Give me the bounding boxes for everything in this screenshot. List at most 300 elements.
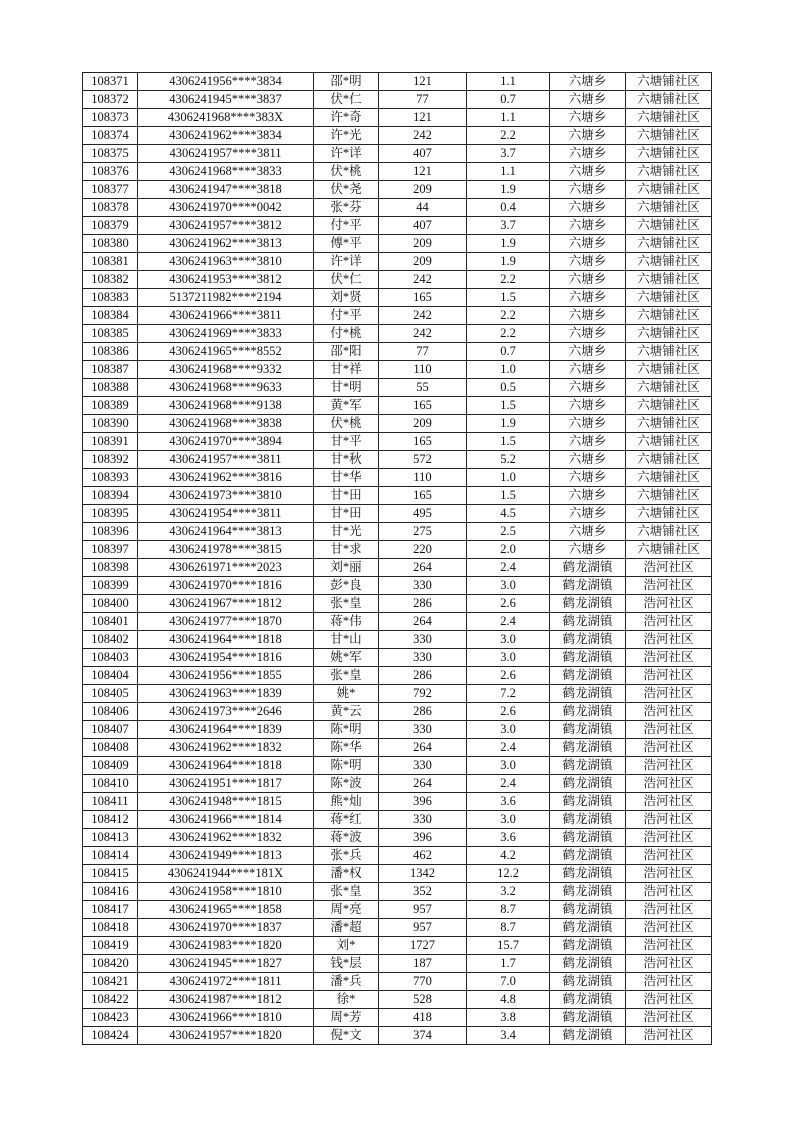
id-number-cell: 4306241965****1858 xyxy=(138,901,314,919)
area-cell: 2.6 xyxy=(467,667,550,685)
id-number-cell: 4306241987****1812 xyxy=(138,991,314,1009)
id-number-cell: 4306241968****383X xyxy=(138,109,314,127)
name-cell: 伏*桃 xyxy=(314,415,379,433)
community-cell: 六塘铺社区 xyxy=(626,289,712,307)
serial-number-cell: 108383 xyxy=(83,289,138,307)
township-cell: 鹤龙湖镇 xyxy=(550,1009,626,1027)
table-row xyxy=(83,865,712,883)
area-cell: 4.5 xyxy=(467,505,550,523)
community-cell: 浩河社区 xyxy=(626,1009,712,1027)
township-cell: 六塘乡 xyxy=(550,253,626,271)
id-number-cell: 4306241954****3811 xyxy=(138,505,314,523)
table-row xyxy=(83,829,712,847)
community-cell: 六塘铺社区 xyxy=(626,271,712,289)
area-cell: 2.4 xyxy=(467,775,550,793)
name-cell: 黄*云 xyxy=(314,703,379,721)
table-row xyxy=(83,1027,712,1045)
amount-cell: 242 xyxy=(379,127,467,145)
name-cell: 张*皇 xyxy=(314,595,379,613)
area-cell: 3.4 xyxy=(467,1027,550,1045)
table-row xyxy=(83,181,712,199)
serial-number-cell: 108388 xyxy=(83,379,138,397)
township-cell: 鹤龙湖镇 xyxy=(550,991,626,1009)
area-cell: 7.2 xyxy=(467,685,550,703)
id-number-cell: 4306241983****1820 xyxy=(138,937,314,955)
name-cell: 姚* xyxy=(314,685,379,703)
name-cell: 甘*平 xyxy=(314,433,379,451)
serial-number-cell: 108398 xyxy=(83,559,138,577)
community-cell: 浩河社区 xyxy=(626,937,712,955)
township-cell: 六塘乡 xyxy=(550,199,626,217)
township-cell: 六塘乡 xyxy=(550,91,626,109)
amount-cell: 286 xyxy=(379,595,467,613)
serial-number-cell: 108382 xyxy=(83,271,138,289)
id-number-cell: 4306241970****1816 xyxy=(138,577,314,595)
table-row xyxy=(83,883,712,901)
serial-number-cell: 108397 xyxy=(83,541,138,559)
id-number-cell: 4306241956****1855 xyxy=(138,667,314,685)
amount-cell: 1727 xyxy=(379,937,467,955)
id-number-cell: 4306241962****1832 xyxy=(138,739,314,757)
township-cell: 鹤龙湖镇 xyxy=(550,919,626,937)
amount-cell: 77 xyxy=(379,91,467,109)
area-cell: 3.0 xyxy=(467,757,550,775)
name-cell: 许*光 xyxy=(314,127,379,145)
area-cell: 3.8 xyxy=(467,1009,550,1027)
township-cell: 鹤龙湖镇 xyxy=(550,721,626,739)
amount-cell: 242 xyxy=(379,307,467,325)
serial-number-cell: 108396 xyxy=(83,523,138,541)
table-row xyxy=(83,307,712,325)
community-cell: 六塘铺社区 xyxy=(626,253,712,271)
id-number-cell: 4306241970****1837 xyxy=(138,919,314,937)
id-number-cell: 4306241964****1818 xyxy=(138,631,314,649)
area-cell: 5.2 xyxy=(467,451,550,469)
serial-number-cell: 108394 xyxy=(83,487,138,505)
name-cell: 伏*尧 xyxy=(314,181,379,199)
table-row xyxy=(83,847,712,865)
township-cell: 六塘乡 xyxy=(550,379,626,397)
serial-number-cell: 108402 xyxy=(83,631,138,649)
serial-number-cell: 108412 xyxy=(83,811,138,829)
serial-number-cell: 108384 xyxy=(83,307,138,325)
area-cell: 0.7 xyxy=(467,343,550,361)
name-cell: 甘*明 xyxy=(314,379,379,397)
name-cell: 潘*兵 xyxy=(314,973,379,991)
amount-cell: 418 xyxy=(379,1009,467,1027)
table-row xyxy=(83,793,712,811)
id-number-cell: 4306241968****3838 xyxy=(138,415,314,433)
township-cell: 鹤龙湖镇 xyxy=(550,793,626,811)
community-cell: 六塘铺社区 xyxy=(626,487,712,505)
serial-number-cell: 108401 xyxy=(83,613,138,631)
table-row xyxy=(83,145,712,163)
table-row xyxy=(83,667,712,685)
township-cell: 鹤龙湖镇 xyxy=(550,937,626,955)
table-row xyxy=(83,91,712,109)
table-row xyxy=(83,595,712,613)
table-row xyxy=(83,505,712,523)
name-cell: 许*奇 xyxy=(314,109,379,127)
community-cell: 浩河社区 xyxy=(626,703,712,721)
id-number-cell: 4306241957****3812 xyxy=(138,217,314,235)
township-cell: 鹤龙湖镇 xyxy=(550,775,626,793)
township-cell: 六塘乡 xyxy=(550,163,626,181)
community-cell: 六塘铺社区 xyxy=(626,325,712,343)
table-row xyxy=(83,217,712,235)
table-row xyxy=(83,253,712,271)
community-cell: 六塘铺社区 xyxy=(626,451,712,469)
community-cell: 六塘铺社区 xyxy=(626,523,712,541)
id-number-cell: 4306241951****1817 xyxy=(138,775,314,793)
community-cell: 浩河社区 xyxy=(626,847,712,865)
table-row xyxy=(83,199,712,217)
community-cell: 六塘铺社区 xyxy=(626,109,712,127)
id-number-cell: 4306241949****1813 xyxy=(138,847,314,865)
serial-number-cell: 108387 xyxy=(83,361,138,379)
area-cell: 4.8 xyxy=(467,991,550,1009)
area-cell: 2.4 xyxy=(467,739,550,757)
township-cell: 鹤龙湖镇 xyxy=(550,703,626,721)
name-cell: 蒋*波 xyxy=(314,829,379,847)
township-cell: 六塘乡 xyxy=(550,397,626,415)
name-cell: 潘*权 xyxy=(314,865,379,883)
id-number-cell: 4306241962****3816 xyxy=(138,469,314,487)
community-cell: 浩河社区 xyxy=(626,955,712,973)
id-number-cell: 4306241964****3813 xyxy=(138,523,314,541)
name-cell: 许*详 xyxy=(314,145,379,163)
table-row xyxy=(83,901,712,919)
amount-cell: 77 xyxy=(379,343,467,361)
name-cell: 黄*军 xyxy=(314,397,379,415)
township-cell: 六塘乡 xyxy=(550,217,626,235)
amount-cell: 275 xyxy=(379,523,467,541)
community-cell: 浩河社区 xyxy=(626,739,712,757)
table-row xyxy=(83,811,712,829)
amount-cell: 396 xyxy=(379,829,467,847)
community-cell: 六塘铺社区 xyxy=(626,397,712,415)
id-number-cell: 4306241945****1827 xyxy=(138,955,314,973)
amount-cell: 407 xyxy=(379,145,467,163)
community-cell: 六塘铺社区 xyxy=(626,217,712,235)
serial-number-cell: 108408 xyxy=(83,739,138,757)
table-row xyxy=(83,685,712,703)
township-cell: 六塘乡 xyxy=(550,541,626,559)
id-number-cell: 4306241973****3810 xyxy=(138,487,314,505)
area-cell: 3.6 xyxy=(467,829,550,847)
serial-number-cell: 108420 xyxy=(83,955,138,973)
serial-number-cell: 108406 xyxy=(83,703,138,721)
amount-cell: 770 xyxy=(379,973,467,991)
table-row xyxy=(83,415,712,433)
table-row xyxy=(83,739,712,757)
amount-cell: 220 xyxy=(379,541,467,559)
table-row xyxy=(83,703,712,721)
serial-number-cell: 108392 xyxy=(83,451,138,469)
area-cell: 2.2 xyxy=(467,307,550,325)
area-cell: 2.2 xyxy=(467,271,550,289)
community-cell: 浩河社区 xyxy=(626,793,712,811)
serial-number-cell: 108404 xyxy=(83,667,138,685)
serial-number-cell: 108418 xyxy=(83,919,138,937)
serial-number-cell: 108419 xyxy=(83,937,138,955)
name-cell: 陈*明 xyxy=(314,721,379,739)
area-cell: 3.2 xyxy=(467,883,550,901)
area-cell: 15.7 xyxy=(467,937,550,955)
name-cell: 蒋*红 xyxy=(314,811,379,829)
township-cell: 鹤龙湖镇 xyxy=(550,559,626,577)
community-cell: 六塘铺社区 xyxy=(626,343,712,361)
area-cell: 0.5 xyxy=(467,379,550,397)
community-cell: 浩河社区 xyxy=(626,613,712,631)
township-cell: 鹤龙湖镇 xyxy=(550,613,626,631)
id-number-cell: 4306241962****3834 xyxy=(138,127,314,145)
name-cell: 甘*山 xyxy=(314,631,379,649)
community-cell: 浩河社区 xyxy=(626,829,712,847)
id-number-cell: 4306241966****1810 xyxy=(138,1009,314,1027)
table-row xyxy=(83,325,712,343)
serial-number-cell: 108415 xyxy=(83,865,138,883)
community-cell: 浩河社区 xyxy=(626,865,712,883)
community-cell: 六塘铺社区 xyxy=(626,379,712,397)
name-cell: 邵*明 xyxy=(314,73,379,91)
community-cell: 浩河社区 xyxy=(626,667,712,685)
area-cell: 1.9 xyxy=(467,415,550,433)
table-row xyxy=(83,289,712,307)
area-cell: 2.6 xyxy=(467,703,550,721)
serial-number-cell: 108417 xyxy=(83,901,138,919)
name-cell: 周*芳 xyxy=(314,1009,379,1027)
community-cell: 浩河社区 xyxy=(626,757,712,775)
table-row xyxy=(83,559,712,577)
community-cell: 浩河社区 xyxy=(626,991,712,1009)
area-cell: 1.0 xyxy=(467,469,550,487)
serial-number-cell: 108373 xyxy=(83,109,138,127)
amount-cell: 330 xyxy=(379,811,467,829)
name-cell: 徐* xyxy=(314,991,379,1009)
township-cell: 鹤龙湖镇 xyxy=(550,595,626,613)
serial-number-cell: 108416 xyxy=(83,883,138,901)
amount-cell: 242 xyxy=(379,325,467,343)
township-cell: 鹤龙湖镇 xyxy=(550,973,626,991)
community-cell: 浩河社区 xyxy=(626,973,712,991)
serial-number-cell: 108423 xyxy=(83,1009,138,1027)
id-number-cell: 4306241966****1814 xyxy=(138,811,314,829)
amount-cell: 44 xyxy=(379,199,467,217)
table-row xyxy=(83,973,712,991)
id-number-cell: 4306241963****3810 xyxy=(138,253,314,271)
id-number-cell: 4306241948****1815 xyxy=(138,793,314,811)
area-cell: 1.1 xyxy=(467,163,550,181)
serial-number-cell: 108399 xyxy=(83,577,138,595)
community-cell: 浩河社区 xyxy=(626,631,712,649)
area-cell: 1.5 xyxy=(467,397,550,415)
table-row xyxy=(83,937,712,955)
amount-cell: 374 xyxy=(379,1027,467,1045)
community-cell: 浩河社区 xyxy=(626,775,712,793)
id-number-cell: 5137211982****2194 xyxy=(138,289,314,307)
township-cell: 鹤龙湖镇 xyxy=(550,829,626,847)
serial-number-cell: 108407 xyxy=(83,721,138,739)
table-row xyxy=(83,451,712,469)
township-cell: 鹤龙湖镇 xyxy=(550,649,626,667)
area-cell: 2.6 xyxy=(467,595,550,613)
township-cell: 六塘乡 xyxy=(550,235,626,253)
id-number-cell: 4306241966****3811 xyxy=(138,307,314,325)
id-number-cell: 4306241977****1870 xyxy=(138,613,314,631)
name-cell: 周*亮 xyxy=(314,901,379,919)
amount-cell: 286 xyxy=(379,703,467,721)
township-cell: 鹤龙湖镇 xyxy=(550,883,626,901)
id-number-cell: 4306241962****1832 xyxy=(138,829,314,847)
table-row xyxy=(83,649,712,667)
area-cell: 7.0 xyxy=(467,973,550,991)
serial-number-cell: 108395 xyxy=(83,505,138,523)
community-cell: 六塘铺社区 xyxy=(626,469,712,487)
id-number-cell: 4306241957****3811 xyxy=(138,451,314,469)
amount-cell: 242 xyxy=(379,271,467,289)
id-number-cell: 4306241947****3818 xyxy=(138,181,314,199)
serial-number-cell: 108403 xyxy=(83,649,138,667)
table-row xyxy=(83,127,712,145)
area-cell: 3.0 xyxy=(467,811,550,829)
serial-number-cell: 108379 xyxy=(83,217,138,235)
area-cell: 4.2 xyxy=(467,847,550,865)
community-cell: 浩河社区 xyxy=(626,901,712,919)
table-row xyxy=(83,541,712,559)
table-row xyxy=(83,775,712,793)
amount-cell: 330 xyxy=(379,649,467,667)
serial-number-cell: 108389 xyxy=(83,397,138,415)
community-cell: 浩河社区 xyxy=(626,1027,712,1045)
township-cell: 鹤龙湖镇 xyxy=(550,865,626,883)
area-cell: 1.9 xyxy=(467,253,550,271)
amount-cell: 55 xyxy=(379,379,467,397)
community-cell: 浩河社区 xyxy=(626,577,712,595)
serial-number-cell: 108371 xyxy=(83,73,138,91)
id-number-cell: 4306241964****1818 xyxy=(138,757,314,775)
serial-number-cell: 108385 xyxy=(83,325,138,343)
community-cell: 六塘铺社区 xyxy=(626,361,712,379)
serial-number-cell: 108411 xyxy=(83,793,138,811)
name-cell: 潘*超 xyxy=(314,919,379,937)
amount-cell: 957 xyxy=(379,901,467,919)
area-cell: 1.9 xyxy=(467,235,550,253)
community-cell: 六塘铺社区 xyxy=(626,505,712,523)
amount-cell: 407 xyxy=(379,217,467,235)
id-number-cell: 4306241965****8552 xyxy=(138,343,314,361)
serial-number-cell: 108377 xyxy=(83,181,138,199)
area-cell: 3.7 xyxy=(467,145,550,163)
id-number-cell: 4306241968****3833 xyxy=(138,163,314,181)
amount-cell: 264 xyxy=(379,775,467,793)
serial-number-cell: 108375 xyxy=(83,145,138,163)
id-number-cell: 4306241958****1810 xyxy=(138,883,314,901)
name-cell: 甘*华 xyxy=(314,469,379,487)
table-row xyxy=(83,271,712,289)
name-cell: 甘*祥 xyxy=(314,361,379,379)
table-row xyxy=(83,109,712,127)
table-row xyxy=(83,919,712,937)
name-cell: 张*皇 xyxy=(314,883,379,901)
serial-number-cell: 108400 xyxy=(83,595,138,613)
id-number-cell: 4306241967****1812 xyxy=(138,595,314,613)
name-cell: 张*兵 xyxy=(314,847,379,865)
id-number-cell: 4306241968****9633 xyxy=(138,379,314,397)
township-cell: 六塘乡 xyxy=(550,415,626,433)
name-cell: 姚*军 xyxy=(314,649,379,667)
area-cell: 1.0 xyxy=(467,361,550,379)
serial-number-cell: 108424 xyxy=(83,1027,138,1045)
community-cell: 六塘铺社区 xyxy=(626,433,712,451)
amount-cell: 330 xyxy=(379,577,467,595)
community-cell: 浩河社区 xyxy=(626,649,712,667)
id-number-cell: 4306241957****3811 xyxy=(138,145,314,163)
area-cell: 1.5 xyxy=(467,289,550,307)
table-row xyxy=(83,955,712,973)
table-row xyxy=(83,487,712,505)
area-cell: 2.5 xyxy=(467,523,550,541)
id-number-cell: 4306241970****0042 xyxy=(138,199,314,217)
name-cell: 付*桃 xyxy=(314,325,379,343)
community-cell: 六塘铺社区 xyxy=(626,199,712,217)
township-cell: 六塘乡 xyxy=(550,433,626,451)
amount-cell: 209 xyxy=(379,235,467,253)
amount-cell: 528 xyxy=(379,991,467,1009)
serial-number-cell: 108414 xyxy=(83,847,138,865)
amount-cell: 330 xyxy=(379,631,467,649)
name-cell: 伏*仁 xyxy=(314,271,379,289)
area-cell: 2.4 xyxy=(467,559,550,577)
id-number-cell: 4306241973****2646 xyxy=(138,703,314,721)
id-number-cell: 4306261971****2023 xyxy=(138,559,314,577)
name-cell: 刘* xyxy=(314,937,379,955)
serial-number-cell: 108422 xyxy=(83,991,138,1009)
township-cell: 六塘乡 xyxy=(550,271,626,289)
amount-cell: 187 xyxy=(379,955,467,973)
amount-cell: 264 xyxy=(379,613,467,631)
amount-cell: 264 xyxy=(379,559,467,577)
township-cell: 鹤龙湖镇 xyxy=(550,667,626,685)
township-cell: 六塘乡 xyxy=(550,451,626,469)
area-cell: 3.7 xyxy=(467,217,550,235)
table-row xyxy=(83,523,712,541)
id-number-cell: 4306241944****181X xyxy=(138,865,314,883)
community-cell: 浩河社区 xyxy=(626,685,712,703)
township-cell: 六塘乡 xyxy=(550,145,626,163)
id-number-cell: 4306241957****1820 xyxy=(138,1027,314,1045)
data-table xyxy=(82,72,712,1045)
table-row xyxy=(83,631,712,649)
area-cell: 3.0 xyxy=(467,649,550,667)
area-cell: 3.0 xyxy=(467,577,550,595)
amount-cell: 264 xyxy=(379,739,467,757)
name-cell: 伏*仁 xyxy=(314,91,379,109)
township-cell: 六塘乡 xyxy=(550,289,626,307)
community-cell: 六塘铺社区 xyxy=(626,73,712,91)
amount-cell: 165 xyxy=(379,487,467,505)
area-cell: 0.7 xyxy=(467,91,550,109)
table-row xyxy=(83,613,712,631)
township-cell: 六塘乡 xyxy=(550,523,626,541)
table-row xyxy=(83,361,712,379)
name-cell: 蒋*伟 xyxy=(314,613,379,631)
community-cell: 六塘铺社区 xyxy=(626,541,712,559)
area-cell: 1.1 xyxy=(467,109,550,127)
area-cell: 1.1 xyxy=(467,73,550,91)
township-cell: 六塘乡 xyxy=(550,487,626,505)
name-cell: 甘*光 xyxy=(314,523,379,541)
